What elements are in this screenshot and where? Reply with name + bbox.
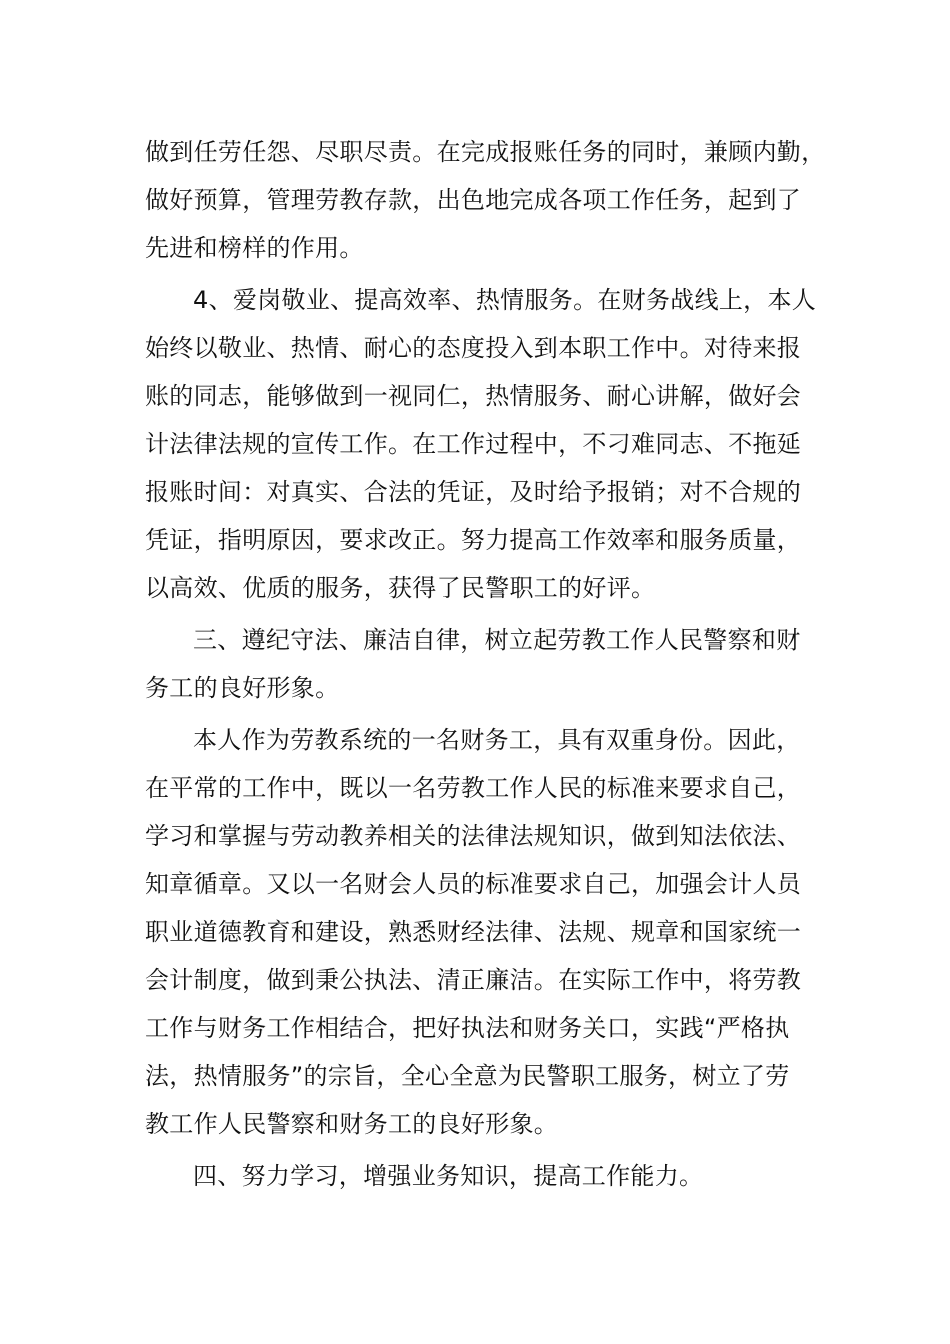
paragraph-line: 做好预算，管理劳教存款，出色地完成各项工作任务，起到了 <box>145 186 802 214</box>
section-heading-line: 三、遵纪守法、廉洁自律，树立起劳教工作人民警察和财 <box>193 626 801 654</box>
section-heading-line: 务工的良好形象。 <box>145 674 340 702</box>
document-body <box>145 128 826 1200</box>
paragraph-line: 先进和榜样的作用。 <box>145 234 364 262</box>
paragraph-line: 以高效、优质的服务，获得了民警职工的好评。 <box>145 574 656 602</box>
paragraph-line: 凭证，指明原因，要求改正。努力提高工作效率和服务质量， <box>145 526 802 554</box>
paragraph-line: 做到任劳任怨、尽职尽责。在完成报账任务的同时，兼顾内勤， <box>145 138 826 166</box>
paragraph-line: 报账时间：对真实、合法的凭证，及时给予报销；对不合规的 <box>145 478 802 506</box>
paragraph-line: 计法律法规的宣传工作。在工作过程中，不刁难同志、不拖延 <box>145 430 802 458</box>
paragraph-line: 知章循章。又以一名财会人员的标准要求自己，加强会计人员 <box>145 870 802 898</box>
paragraph-line: 在平常的工作中，既以一名劳教工作人民的标准来要求自己， <box>145 774 802 802</box>
paragraph-line: 工作与财务工作相结合，把好执法和财务关口，实践“严格执 <box>145 1014 790 1042</box>
paragraph-line: 账的同志，能够做到一视同仁，热情服务、耐心讲解，做好会 <box>145 382 802 410</box>
paragraph-line: 教工作人民警察和财务工的良好形象。 <box>145 1110 559 1138</box>
paragraph-line: 职业道德教育和建设，熟悉财经法律、法规、规章和国家统一 <box>145 918 802 946</box>
paragraph-line: 学习和掌握与劳动教养相关的法律法规知识，做到知法依法、 <box>145 822 802 850</box>
paragraph-line: 4、爱岗敬业、提高效率、热情服务。在财务战线上，本人 <box>193 286 817 314</box>
paragraph-line: 会计制度，做到秉公执法、清正廉洁。在实际工作中，将劳教 <box>145 966 802 994</box>
paragraph-line: 始终以敬业、热情、耐心的态度投入到本职工作中。对待来报 <box>145 334 802 362</box>
paragraph-line: 本人作为劳教系统的一名财务工，具有双重身份。因此， <box>193 726 801 754</box>
section-heading-line: 四、努力学习，增强业务知识，提高工作能力。 <box>193 1162 704 1190</box>
paragraph-line: 法，热情服务”的宗旨，全心全意为民警职工服务，树立了劳 <box>145 1062 790 1090</box>
